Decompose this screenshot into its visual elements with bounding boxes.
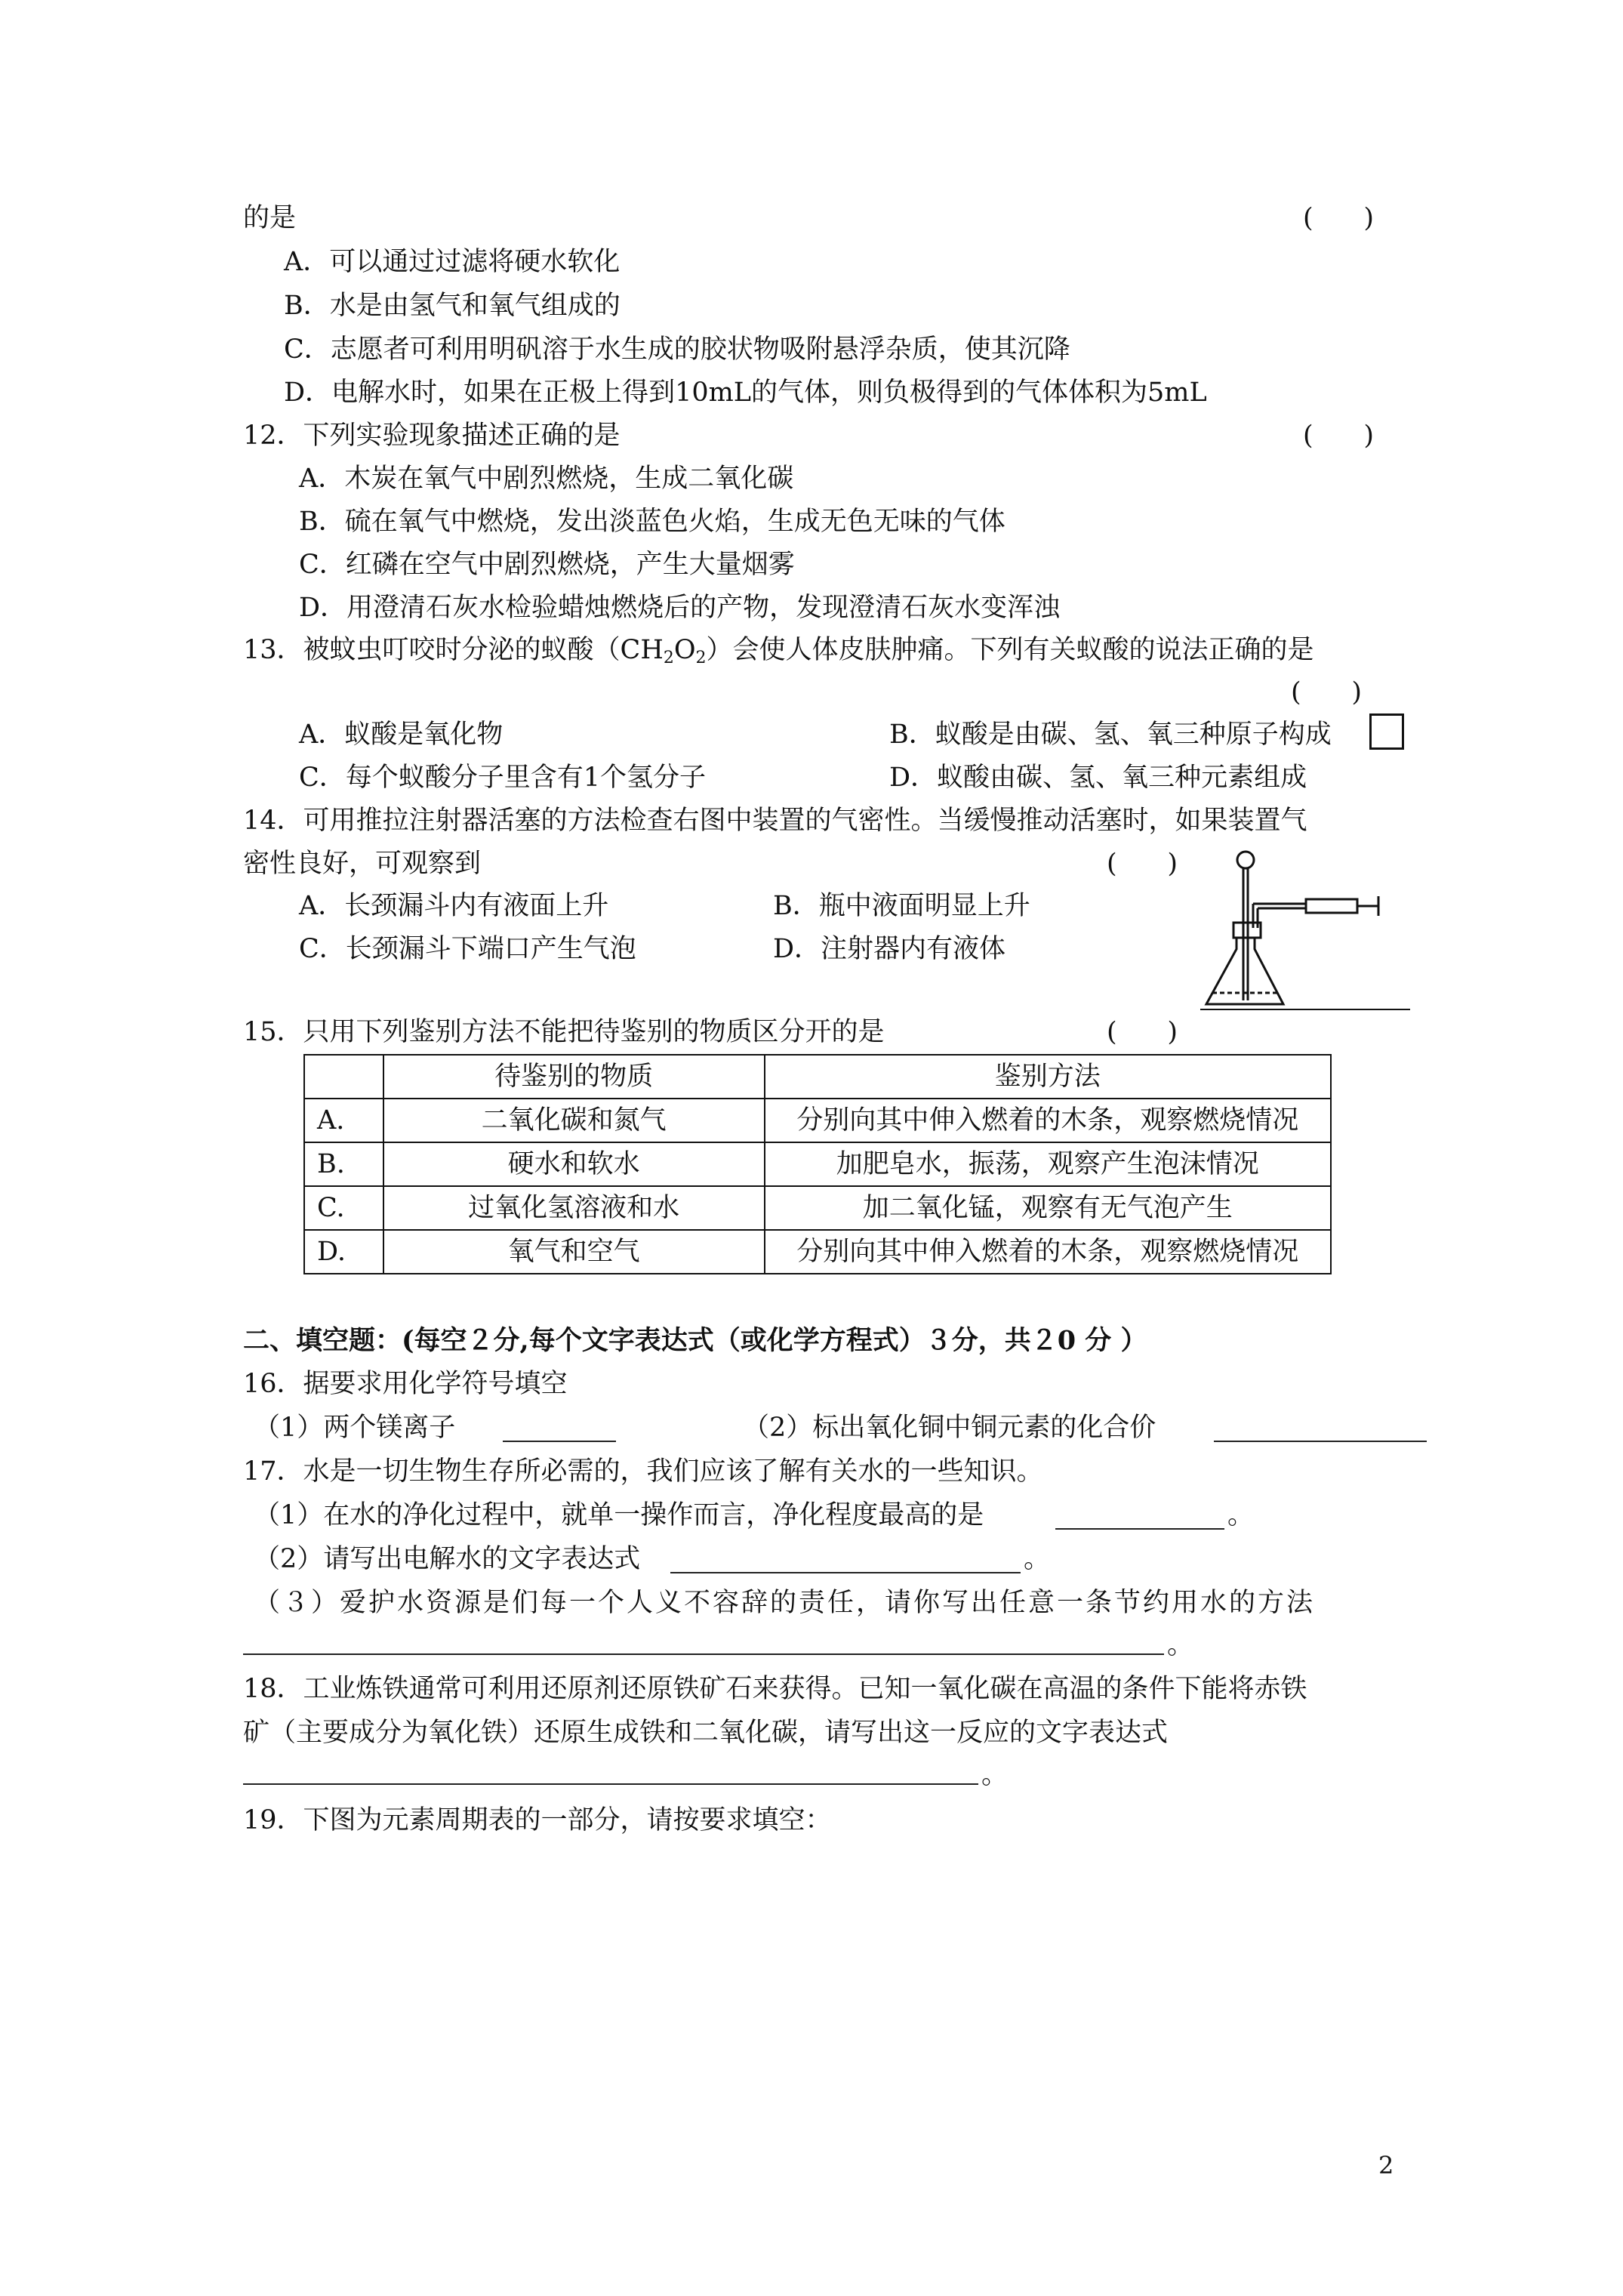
table-header-cell: 鉴别方法 xyxy=(765,1055,1331,1099)
q16-stem: 16．据要求用化学符号填空 xyxy=(243,1369,568,1399)
q11-option-b: B．水是由氢气和氧气组成的 xyxy=(284,291,621,321)
table-cell: 氧气和空气 xyxy=(383,1230,765,1274)
airtightness-apparatus-figure xyxy=(1200,849,1412,1023)
table-cell: 加二氧化锰，观察有无气泡产生 xyxy=(765,1186,1331,1230)
q12-option-a: A．木炭在氧气中剧烈燃烧，生成二氧化碳 xyxy=(299,464,794,494)
section-2-heading: 二、填空题：(每空２分,每个文字表达式（或化学方程式）３分，共２0 分 ） xyxy=(243,1325,1147,1356)
table-row xyxy=(304,1230,1331,1274)
q12-stem: 12．下列实验现象描述正确的是 xyxy=(243,421,621,451)
q13-option-c: C．每个蚁酸分子里含有1个氢分子 xyxy=(299,763,707,793)
q16-part2: （2）标出氧化铜中铜元素的化合价 xyxy=(743,1413,1156,1443)
q17-part1-blank[interactable] xyxy=(1055,1505,1224,1530)
q16-part1: （1）两个镁离子 xyxy=(254,1413,456,1443)
q12-option-c: C．红磷在空气中剧烈燃烧，产生大量烟雾 xyxy=(299,550,795,580)
q15-stem: 15．只用下列鉴别方法不能把待鉴别的物质区分开的是 xyxy=(243,1017,885,1047)
q16-part2-blank[interactable] xyxy=(1214,1418,1427,1442)
table-cell: 分别向其中伸入燃着的木条，观察燃烧情况 xyxy=(765,1099,1331,1142)
q17-part2-end: 。 xyxy=(1024,1544,1051,1574)
q17-part3-blank[interactable] xyxy=(243,1631,1164,1655)
q12-option-b: B．硫在氧气中燃烧，发出淡蓝色火焰，生成无色无味的气体 xyxy=(299,507,1006,537)
q12-option-d: D．用澄清石灰水检验蜡烛燃烧后的产物，发现澄清石灰水变浑浊 xyxy=(299,593,1061,623)
syringe-barrel xyxy=(1306,899,1357,913)
q14-option-b: B．瓶中液面明显上升 xyxy=(773,891,1030,921)
q18-end: 。 xyxy=(981,1760,1009,1790)
q18-stem-line2: 矿（主要成分为氧化铁）还原生成铁和二氧化碳，请写出这一反应的文字表达式 xyxy=(243,1718,1169,1748)
q13-stem: 13．被蚊虫叮咬时分泌的蚁酸$(CH_2O_2)$会使人体皮肤肿痛。下列有关蚁酸的说法正确的是 xyxy=(243,635,1314,667)
q15-answer-paren: ( ) xyxy=(1107,1017,1178,1047)
table-header-cell: 待鉴别的物质 xyxy=(383,1055,765,1099)
table-cell: B. xyxy=(304,1142,383,1186)
q17-part3-end: 。 xyxy=(1167,1630,1194,1660)
q13-option-d: D．蚁酸由碳、氢、氧三种元素组成 xyxy=(889,763,1307,793)
table-row xyxy=(304,1142,1331,1186)
table-cell: A. xyxy=(304,1099,383,1142)
q13-option-b: B．蚁酸是由碳、氢、氧三种原子构成 xyxy=(889,720,1332,750)
q17-part3: （３）爱护水资源是们每一个人义不容辞的责任，请你写出任意一条节约用水的方法 xyxy=(254,1588,1316,1618)
table-cell: 硬水和软水 xyxy=(383,1142,765,1186)
q11-option-d: D．电解水时，如果在正极上得到10mL的气体，则负极得到的气体体积为5mL xyxy=(284,378,1207,408)
q14-option-a: A．长颈漏斗内有液面上升 xyxy=(299,891,609,921)
q11-stem-continuation: 的是 xyxy=(243,203,297,233)
table-cell: 过氧化氢溶液和水 xyxy=(383,1186,765,1230)
q17-part2-blank[interactable] xyxy=(670,1549,1021,1573)
q14-stem-line1: 14．可用推拉注射器活塞的方法检查右图中装置的气密性。当缓慢推动活塞时，如果装置气 xyxy=(243,806,1307,836)
table-row xyxy=(304,1099,1331,1142)
table-header-row xyxy=(304,1055,1331,1099)
table-row xyxy=(304,1186,1331,1230)
q13-answer-paren: ( ) xyxy=(1291,677,1363,707)
q11-option-c: C．志愿者可利用明矾溶于水生成的胶状物吸附悬浮杂质，使其沉降 xyxy=(284,334,1070,365)
q11-option-a: A．可以通过过滤将硬水软化 xyxy=(284,247,621,277)
q11-answer-paren: ( ) xyxy=(1303,203,1375,233)
table-cell: 加肥皂水，振荡，观察产生泡沫情况 xyxy=(765,1142,1331,1186)
q17-part2: （2）请写出电解水的文字表达式 xyxy=(254,1544,641,1574)
page-number: 2 xyxy=(1378,2151,1394,2180)
q18-blank[interactable] xyxy=(243,1761,978,1785)
table-cell: C. xyxy=(304,1186,383,1230)
identification-table xyxy=(303,1054,1332,1274)
q17-part1-end: 。 xyxy=(1227,1500,1255,1530)
q12-answer-paren: ( ) xyxy=(1303,421,1375,451)
table-cell: D. xyxy=(304,1230,383,1274)
q16-part1-blank[interactable] xyxy=(503,1418,616,1442)
q17-stem: 17．水是一切生物生存所必需的，我们应该了解有关水的一些知识。 xyxy=(243,1456,1043,1487)
q14-answer-paren: ( ) xyxy=(1107,849,1178,879)
q19-stem: 19．下图为元素周期表的一部分，请按要求填空： xyxy=(243,1805,832,1835)
q14-option-c: C．长颈漏斗下端口产生气泡 xyxy=(299,934,636,964)
funnel-bulb xyxy=(1237,852,1254,868)
q14-stem-line2: 密性良好，可观察到 xyxy=(243,849,482,879)
empty-checkbox-square xyxy=(1369,713,1404,750)
table-cell: 分别向其中伸入燃着的木条，观察燃烧情况 xyxy=(765,1230,1331,1274)
q14-option-d: D．注射器内有液体 xyxy=(773,934,1006,964)
q13-option-a: A．蚁酸是氧化物 xyxy=(299,720,504,750)
conical-flask xyxy=(1206,938,1283,1004)
table-header-cell xyxy=(304,1055,383,1099)
q17-part1: （1）在水的净化过程中，就单一操作而言，净化程度最高的是 xyxy=(254,1500,984,1530)
q18-stem-line1: 18．工业炼铁通常可利用还原剂还原铁矿石来获得。已知一氧化碳在高温的条件下能将赤铁 xyxy=(243,1674,1307,1704)
table-cell: 二氧化碳和氮气 xyxy=(383,1099,765,1142)
